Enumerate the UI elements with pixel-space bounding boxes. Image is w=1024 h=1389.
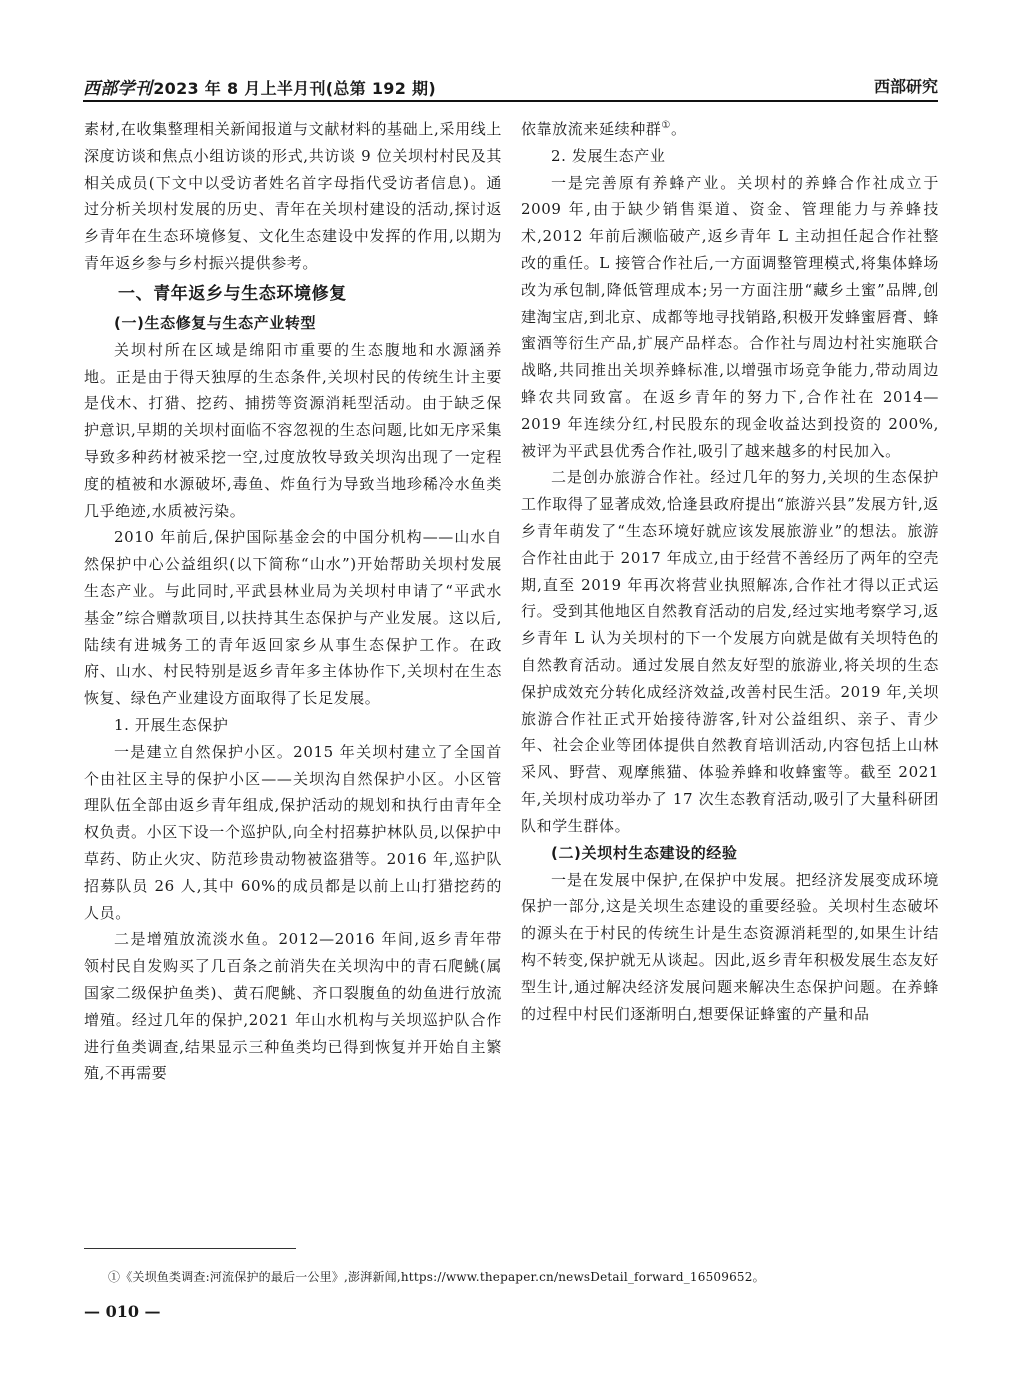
- footnote: ①《关坝鱼类调查:河流保护的最后一公里》,澎湃新闻,https://www.thepaper.cn/newsDetail_forward_16509652。: [108, 1270, 765, 1284]
- column-name: 西部研究: [873, 77, 938, 96]
- paragraph: 素材,在收集整理相关新闻报道与文献材料的基础上,采用线上深度访谈和焦点小组访谈的形式,共访谈 9 位关坝村村民及其相关成员(下文中以受访者姓名首字母指代受访者信息)。通过分析关坝村发展的历史、青年在关坝村建设的活动,探讨返乡青年在生态环境修复、文化生态建设中发挥的作用,以期为青年返乡参与乡村振兴提供参考。: [84, 120, 502, 272]
- paragraph: 2010 年前后,保护国际基金会的中国分机构——山水自然保护中心公益组织(以下简称“山水”)开始帮助关坝村发展生态产业。与此同时,平武县林业局为关坝村申请了“平武水基金”综合赠款项目,以扶持其生态保护与产业发展。这以后,陆续有进城务工的青年返回家乡从事生态保护工作。在政府、山水、村民特别是返乡青年多主体协作下,关坝村在生态恢复、绿色产业建设方面取得了长足发展。: [84, 528, 502, 708]
- paragraph: 一是在发展中保护,在保护中发展。把经济发展变成环境保护一部分,这是关坝生态建设的重要经验。关坝村生态破坏的源头在于村民的传统生计是生态资源消耗型的,如果生计结构不转变,保护就无从谈起。因此,返乡青年积极发展生态友好型生计,通过解决经济发展问题来解决生态保护问题。在养蜂的过程中村民们逐渐明白,想要保证蜂蜜的产量和品: [521, 870, 939, 1023]
- issue-info: 2023 年 8 月上半月刊(总第 192 期): [153, 79, 436, 98]
- header-journal-info: [83, 74, 436, 99]
- paragraph: 二是创办旅游合作社。经过几年的努力,关坝的生态保护工作取得了显著成效,恰逢县政府提出“旅游兴县”发展方针,返乡青年萌发了“生态环境好就应该发展旅游业”的想法。旅游合作社由此于 2017 年成立,由于经营不善经历了两年的空壳期,直至 2019 年再次将营业执照解冻,合作社才得以正式运行。受到其他地区自然教育活动的启发,经过实地考察学习,返乡青年 L 认为关坝村的下一个发展方向就是做有关坝特色的自然教育活动。通过发展自然友好型的旅游业,将关坝的生态保护成效充分转化成经济效益,改善村民生活。2019 年,关坝旅游合作社正式开始接待游客,针对公益组织、亲子、青少年、社会企业等团体提供自然教育培训活动,内容包括上山林采风、野营、观摩熊猫、体验养蜂和收蜂蜜等。截至 2021 年,关坝村成功举办了 17 次生态教育活动,吸引了大量科研团队和学生群体。: [521, 468, 939, 835]
- paragraph: 关坝村所在区域是绵阳市重要的生态腹地和水源涵养地。正是由于得天独厚的生态条件,关坝村民的传统生计主要是伐木、打猎、挖药、捕捞等资源消耗型活动。由于缺乏保护意识,早期的关坝村面临不容忽视的生态问题,比如无序采集导致多种药材被采挖一空,过度放牧导致关坝沟出现了一定程度的植被和水源破坏,毒鱼、炸鱼行为导致当地珍稀冷水鱼类几乎绝迹,水质被污染。: [84, 340, 502, 520]
- right-column: [521, 116, 939, 1027]
- page-number: — 010 —: [84, 1302, 161, 1321]
- numbered-heading: 1. 开展生态保护: [114, 715, 229, 734]
- section-heading: 一、青年返乡与生态环境修复: [118, 283, 347, 304]
- footnote-marker[interactable]: ①: [661, 120, 671, 131]
- footnote-divider: [84, 1248, 296, 1249]
- paragraph: 一是完善原有养蜂产业。关坝村的养蜂合作社成立于 2009 年,由于缺少销售渠道、资金、管理能力与养蜂技术,2012 年前后濒临破产,返乡青年 L 主动担任起合作社整改的重任。L 接管合作社后,一方面调整管理模式,将集体蜂场改为承包制,降低管理成本;另一方面注册“藏乡土蜜”品牌,创建淘宝店,到北京、成都等地寻找销路,积极开发蜂蜜唇膏、蜂蜜酒等衍生产品,扩展产品样态。合作社与周边村社实施联合战略,共同推出关坝养蜂标准,以增强市场竞争能力,带动周边蜂农共同致富。在返乡青年的努力下,合作社在 2014—2019 年连续分红,村民股东的现金收益达到投资的 200%,被评为平武县优秀合作社,吸引了越来越多的村民加入。: [521, 173, 939, 460]
- paragraph: [521, 116, 939, 143]
- numbered-heading: 2. 发展生态产业: [551, 146, 666, 165]
- left-column: [84, 116, 502, 1087]
- running-header: [83, 70, 938, 102]
- subsection-heading: (一)生态修复与生态产业转型: [114, 313, 317, 332]
- paragraph: 一是建立自然保护小区。2015 年关坝村建立了全国首个由社区主导的保护小区——关坝沟自然保护小区。小区管理队伍全部由返乡青年组成,保护活动的规划和执行由青年全权负责。小区下设一个巡护队,向全村招募护林队员,以保护中草药、防止火灾、防范珍贵动物被盗猎等。2016 年,巡护队招募队员 26 人,其中 60%的成员都是以前上山打猎挖药的人员。: [84, 742, 502, 922]
- subsection-heading: (二)关坝村生态建设的经验: [551, 843, 738, 862]
- paragraph-text: 依靠放流来延续种群: [521, 120, 662, 138]
- journal-masthead-logo: 西部学刊: [83, 79, 153, 99]
- paragraph-end: 。: [670, 120, 687, 138]
- paragraph: 二是增殖放流淡水鱼。2012—2016 年间,返乡青年带领村民自发购买了几百条之前消失在关坝沟中的青石爬鮡(属国家二级保护鱼类)、黄石爬鮡、齐口裂腹鱼的幼鱼进行放流增殖。经过几年的保护,2021 年山水机构与关坝巡护队合作进行鱼类调查,结果显示三种鱼类均已得到恢复并开始自主繁殖,不再需要: [84, 930, 502, 1083]
